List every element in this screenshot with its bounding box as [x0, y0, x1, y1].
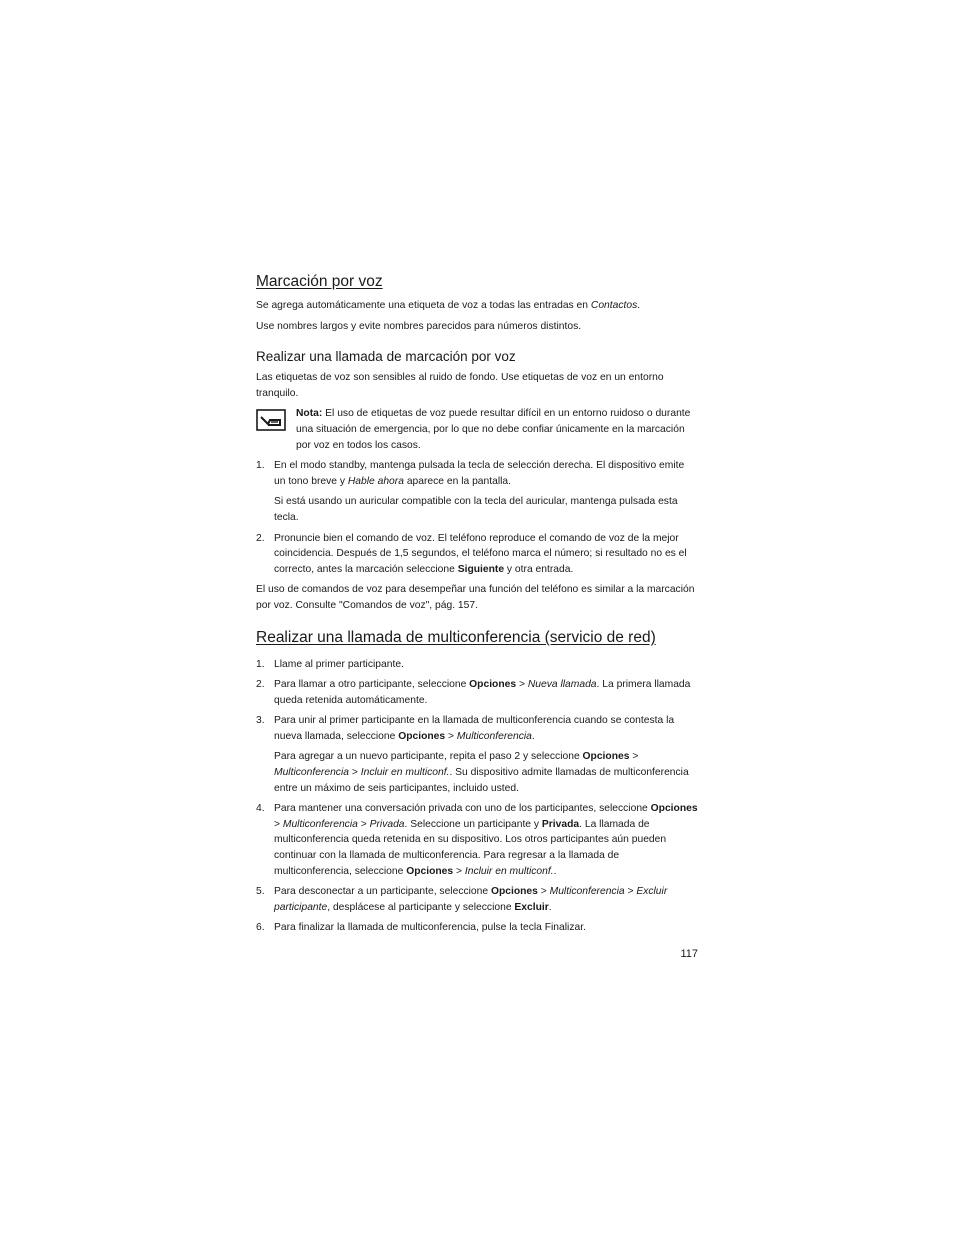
voice-dialing-steps [256, 458, 698, 577]
paragraph-names-advice: Use nombres largos y evite nombres parecidos para números distintos. [256, 320, 582, 332]
step-text: Para finalizar la llamada de multiconferencia, pulse la tecla Finalizar. [274, 922, 586, 934]
step-text: Llame al primer participante. [274, 658, 404, 670]
step-number: 6. [256, 922, 265, 934]
paragraph-voice-commands-ref: El uso de comandos de voz para desempeñar una función del teléfono es similar a la marcación por voz. Consulte "Comandos de voz", pág. 157. [256, 584, 695, 611]
list-item [256, 920, 698, 936]
list-item [256, 884, 698, 915]
step-number: 1. [256, 658, 265, 670]
step-text: Para llamar a otro participante, seleccione Opciones > Nueva llamada. La primera llamada queda retenida automáticamente. [274, 679, 691, 706]
step-number: 4. [256, 803, 265, 815]
list-item [256, 677, 698, 708]
list-item [256, 531, 698, 578]
step-number: 3. [256, 715, 265, 727]
note-block [256, 406, 698, 453]
step-number: 5. [256, 886, 265, 898]
note-hand-icon [256, 409, 286, 431]
step-number: 2. [256, 679, 265, 691]
step-number: 2. [256, 532, 265, 544]
step-subtext: Para agregar a un nuevo participante, repita el paso 2 y seleccione Opciones > Multiconferencia > Incluir en multiconf.. Su dispositivo admite llamadas de multiconferencia entre un máximo de seis participantes, incluido usted. [274, 751, 689, 794]
note-text: Nota: El uso de etiquetas de voz puede resultar difícil en un entorno ruidoso o durante una situación de emergencia, por lo que no debe confiar únicamente en la marcación por voz en todos los casos. [296, 408, 691, 451]
step-text: Para desconectar a un participante, seleccione Opciones > Multiconferencia > Excluir participante, desplácese al participante y seleccione Excluir. [274, 886, 668, 913]
subsection-title-make-voice-call: Realizar una llamada de marcación por voz [256, 349, 516, 365]
section-title-conference-call: Realizar una llamada de multiconferencia (servicio de red) [256, 628, 656, 646]
list-item [256, 657, 698, 673]
list-item [256, 458, 698, 525]
list-item [256, 713, 698, 796]
section-title-voice-dialing: Marcación por voz [256, 273, 383, 290]
list-item [256, 801, 698, 879]
page-number: 117 [680, 948, 698, 960]
conference-call-steps [256, 657, 698, 937]
paragraph-noise-sensitivity: Las etiquetas de voz son sensibles al ruido de fondo. Use etiquetas de voz en un entorno tranquilo. [256, 372, 664, 399]
paragraph-voice-tags-intro: Se agrega automáticamente una etiqueta de voz a todas las entradas en Contactos. [256, 300, 641, 311]
step-subtext: Si está usando un auricular compatible con la tecla del auricular, mantenga pulsada esta tecla. [274, 496, 678, 523]
step-text: Para mantener una conversación privada con uno de los participantes, seleccione Opciones > Multiconferencia > Privada. Seleccione un participante y Privada. La llamada de multiconferencia queda retenida en su dispositivo. Los otros participantes aún pueden continuar con la llamada de multiconferencia. Para regresar a la llamada de multiconferencia, seleccione Opciones > Incluir en multiconf.. [274, 803, 698, 877]
step-text: Pronuncie bien el comando de voz. El teléfono reproduce el comando de voz de la mejor coincidencia. Después de 1,5 segundos, el teléfono marca el número; si resultado no es el correcto, antes la marcación seleccione Siguiente y otra entrada. [274, 532, 687, 575]
step-text: Para unir al primer participante en la llamada de multiconferencia cuando se contesta la nueva llamada, seleccione Opciones > Multiconferencia. [274, 715, 675, 742]
step-text: En el modo standby, mantenga pulsada la tecla de selección derecha. El dispositivo emite un tono breve y Hable ahora aparece en la pantalla. [274, 460, 685, 487]
step-number: 1. [256, 460, 265, 472]
page-content [256, 272, 698, 941]
